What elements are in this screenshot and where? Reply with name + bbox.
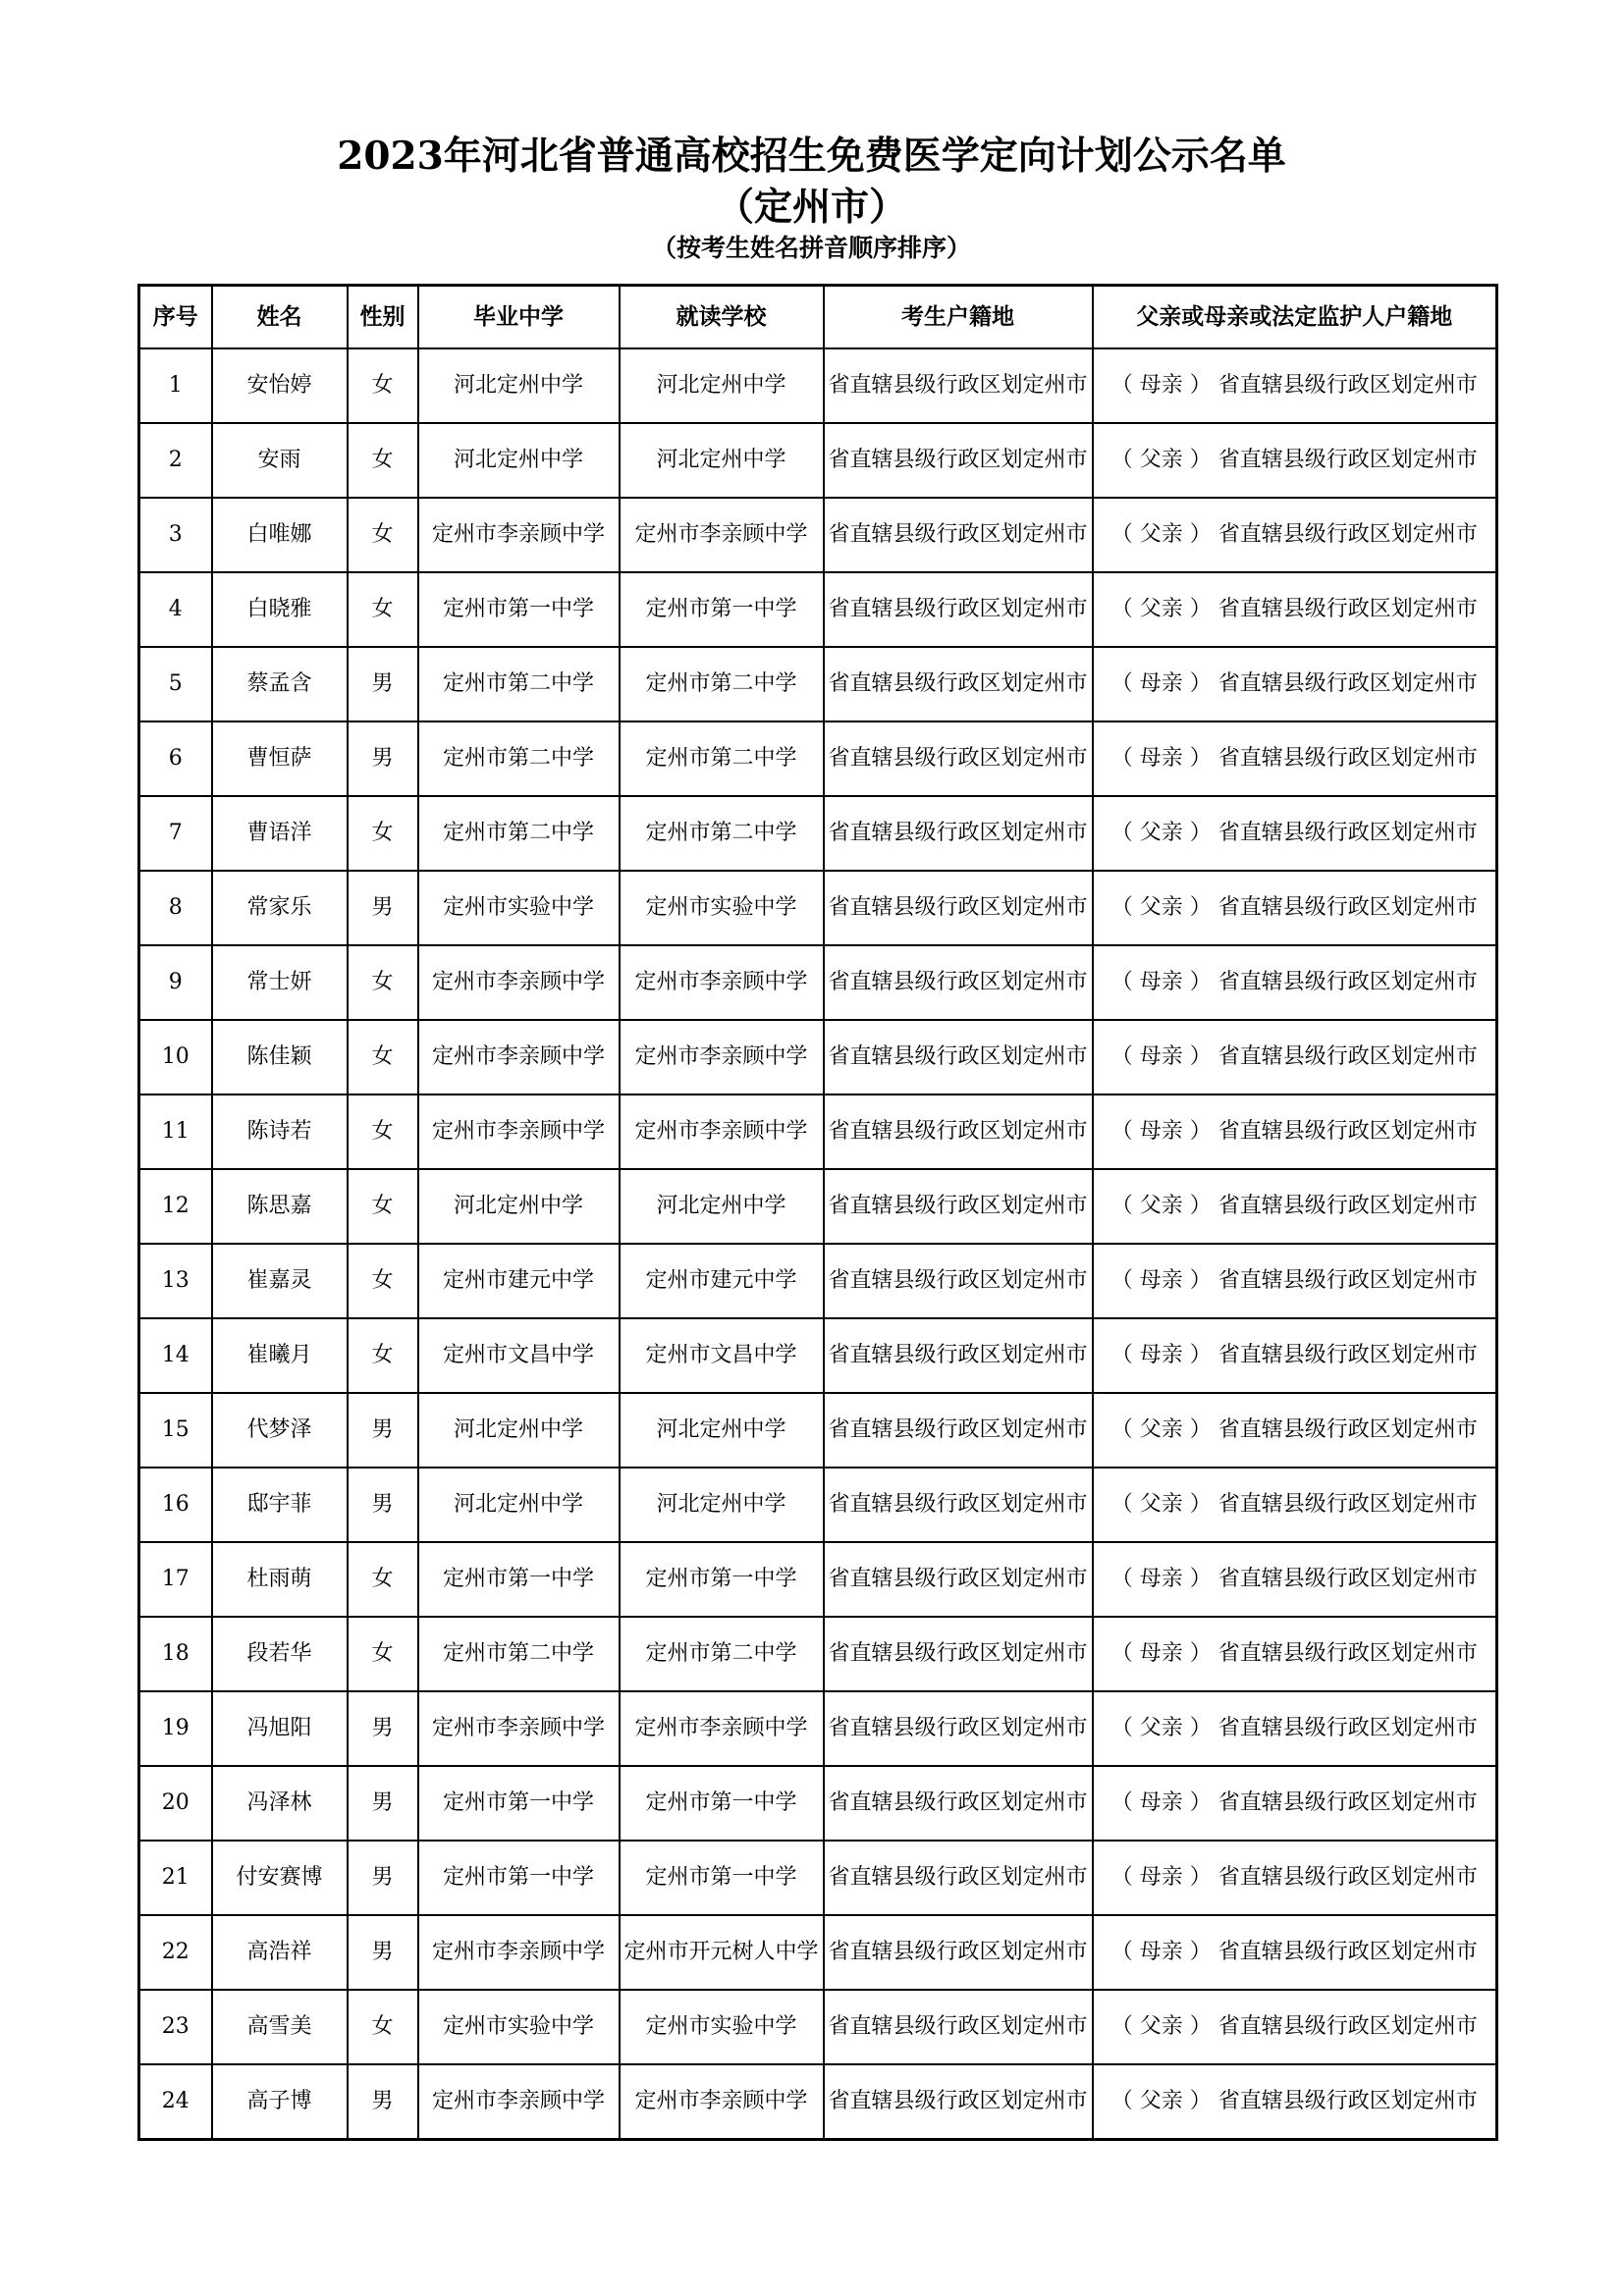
cell-name: 高雪美 <box>212 1990 348 2064</box>
cell-serial: 12 <box>139 1169 212 1244</box>
cell-name: 蔡孟含 <box>212 647 348 721</box>
cell-guardian-registry: （ 母亲 ） 省直辖县级行政区划定州市 <box>1093 1542 1497 1617</box>
cell-graduation-school: 定州市李亲顾中学 <box>418 1915 620 1990</box>
cell-serial: 2 <box>139 423 212 498</box>
cell-guardian-registry: （ 父亲 ） 省直辖县级行政区划定州市 <box>1093 498 1497 572</box>
cell-current-school: 定州市第一中学 <box>620 1841 824 1915</box>
cell-graduation-school: 河北定州中学 <box>418 348 620 423</box>
cell-guardian-registry: （ 母亲 ） 省直辖县级行政区划定州市 <box>1093 1841 1497 1915</box>
cell-name: 崔曦月 <box>212 1318 348 1393</box>
cell-guardian-registry: （ 父亲 ） 省直辖县级行政区划定州市 <box>1093 1169 1497 1244</box>
cell-gender: 女 <box>348 1095 418 1169</box>
cell-gender: 女 <box>348 1244 418 1318</box>
header-serial: 序号 <box>139 286 212 349</box>
page-title: 2023年河北省普通高校招生免费医学定向计划公示名单 <box>337 133 1286 179</box>
cell-student-registry: 省直辖县级行政区划定州市 <box>824 1841 1093 1915</box>
cell-guardian-registry: （ 父亲 ） 省直辖县级行政区划定州市 <box>1093 796 1497 871</box>
cell-current-school: 定州市开元树人中学 <box>620 1915 824 1990</box>
cell-student-registry: 省直辖县级行政区划定州市 <box>824 1990 1093 2064</box>
cell-serial: 6 <box>139 721 212 796</box>
cell-graduation-school: 定州市实验中学 <box>418 871 620 945</box>
table-row <box>139 1766 1497 1841</box>
table-row <box>139 572 1497 647</box>
header-gender: 性别 <box>348 286 418 349</box>
cell-student-registry: 省直辖县级行政区划定州市 <box>824 1468 1093 1542</box>
cell-serial: 19 <box>139 1691 212 1766</box>
cell-graduation-school: 定州市第二中学 <box>418 1617 620 1691</box>
cell-guardian-registry: （ 母亲 ） 省直辖县级行政区划定州市 <box>1093 721 1497 796</box>
cell-gender: 女 <box>348 1169 418 1244</box>
cell-serial: 5 <box>139 647 212 721</box>
cell-guardian-registry: （ 父亲 ） 省直辖县级行政区划定州市 <box>1093 572 1497 647</box>
cell-name: 常士妍 <box>212 945 348 1020</box>
cell-gender: 男 <box>348 1468 418 1542</box>
cell-gender: 女 <box>348 423 418 498</box>
cell-name: 崔嘉灵 <box>212 1244 348 1318</box>
table-row <box>139 647 1497 721</box>
cell-guardian-registry: （ 母亲 ） 省直辖县级行政区划定州市 <box>1093 1915 1497 1990</box>
cell-gender: 女 <box>348 1542 418 1617</box>
table-row <box>139 498 1497 572</box>
cell-serial: 21 <box>139 1841 212 1915</box>
cell-name: 冯旭阳 <box>212 1691 348 1766</box>
cell-gender: 男 <box>348 1766 418 1841</box>
cell-serial: 9 <box>139 945 212 1020</box>
table-row <box>139 348 1497 423</box>
cell-guardian-registry: （ 母亲 ） 省直辖县级行政区划定州市 <box>1093 1020 1497 1095</box>
cell-gender: 男 <box>348 1915 418 1990</box>
cell-graduation-school: 河北定州中学 <box>418 423 620 498</box>
cell-guardian-registry: （ 母亲 ） 省直辖县级行政区划定州市 <box>1093 1766 1497 1841</box>
cell-serial: 23 <box>139 1990 212 2064</box>
cell-current-school: 河北定州中学 <box>620 348 824 423</box>
cell-student-registry: 省直辖县级行政区划定州市 <box>824 498 1093 572</box>
cell-guardian-registry: （ 母亲 ） 省直辖县级行政区划定州市 <box>1093 945 1497 1020</box>
cell-student-registry: 省直辖县级行政区划定州市 <box>824 796 1093 871</box>
cell-graduation-school: 定州市第二中学 <box>418 647 620 721</box>
cell-serial: 15 <box>139 1393 212 1468</box>
table-row <box>139 2064 1497 2140</box>
table-row <box>139 1990 1497 2064</box>
cell-graduation-school: 定州市李亲顾中学 <box>418 498 620 572</box>
cell-serial: 24 <box>139 2064 212 2140</box>
cell-current-school: 定州市李亲顾中学 <box>620 1691 824 1766</box>
cell-graduation-school: 定州市建元中学 <box>418 1244 620 1318</box>
cell-current-school: 定州市第二中学 <box>620 647 824 721</box>
cell-serial: 11 <box>139 1095 212 1169</box>
cell-name: 陈佳颖 <box>212 1020 348 1095</box>
cell-guardian-registry: （ 母亲 ） 省直辖县级行政区划定州市 <box>1093 647 1497 721</box>
cell-current-school: 定州市李亲顾中学 <box>620 1095 824 1169</box>
table-row <box>139 1393 1497 1468</box>
cell-serial: 16 <box>139 1468 212 1542</box>
table-row <box>139 871 1497 945</box>
cell-guardian-registry: （ 父亲 ） 省直辖县级行政区划定州市 <box>1093 1990 1497 2064</box>
cell-guardian-registry: （ 父亲 ） 省直辖县级行政区划定州市 <box>1093 1468 1497 1542</box>
cell-current-school: 定州市第一中学 <box>620 1542 824 1617</box>
cell-graduation-school: 定州市第一中学 <box>418 572 620 647</box>
cell-serial: 18 <box>139 1617 212 1691</box>
cell-current-school: 定州市李亲顾中学 <box>620 2064 824 2140</box>
cell-gender: 男 <box>348 1393 418 1468</box>
cell-name: 付安赛博 <box>212 1841 348 1915</box>
cell-current-school: 河北定州中学 <box>620 1393 824 1468</box>
cell-name: 白晓雅 <box>212 572 348 647</box>
cell-student-registry: 省直辖县级行政区划定州市 <box>824 1766 1093 1841</box>
cell-name: 段若华 <box>212 1617 348 1691</box>
cell-current-school: 定州市实验中学 <box>620 871 824 945</box>
cell-gender: 女 <box>348 796 418 871</box>
cell-student-registry: 省直辖县级行政区划定州市 <box>824 348 1093 423</box>
cell-graduation-school: 河北定州中学 <box>418 1169 620 1244</box>
sort-note: （按考生姓名拼音顺序排序） <box>651 234 971 262</box>
cell-name: 安雨 <box>212 423 348 498</box>
cell-current-school: 定州市第二中学 <box>620 721 824 796</box>
cell-current-school: 河北定州中学 <box>620 1468 824 1542</box>
table-row <box>139 423 1497 498</box>
table-row <box>139 796 1497 871</box>
cell-graduation-school: 河北定州中学 <box>418 1468 620 1542</box>
cell-name: 杜雨萌 <box>212 1542 348 1617</box>
cell-gender: 女 <box>348 1318 418 1393</box>
cell-name: 曹恒萨 <box>212 721 348 796</box>
cell-student-registry: 省直辖县级行政区划定州市 <box>824 1915 1093 1990</box>
cell-name: 高子博 <box>212 2064 348 2140</box>
cell-gender: 男 <box>348 2064 418 2140</box>
cell-student-registry: 省直辖县级行政区划定州市 <box>824 1617 1093 1691</box>
cell-student-registry: 省直辖县级行政区划定州市 <box>824 871 1093 945</box>
cell-guardian-registry: （ 母亲 ） 省直辖县级行政区划定州市 <box>1093 1318 1497 1393</box>
cell-name: 曹语洋 <box>212 796 348 871</box>
cell-name: 邸宇菲 <box>212 1468 348 1542</box>
cell-current-school: 河北定州中学 <box>620 423 824 498</box>
cell-name: 陈诗若 <box>212 1095 348 1169</box>
cell-name: 代梦泽 <box>212 1393 348 1468</box>
cell-serial: 10 <box>139 1020 212 1095</box>
cell-name: 冯泽林 <box>212 1766 348 1841</box>
cell-gender: 女 <box>348 1617 418 1691</box>
cell-current-school: 定州市第一中学 <box>620 1766 824 1841</box>
table-row <box>139 1915 1497 1990</box>
cell-student-registry: 省直辖县级行政区划定州市 <box>824 1542 1093 1617</box>
cell-current-school: 定州市建元中学 <box>620 1244 824 1318</box>
cell-graduation-school: 定州市第二中学 <box>418 796 620 871</box>
cell-guardian-registry: （ 母亲 ） 省直辖县级行政区划定州市 <box>1093 1095 1497 1169</box>
cell-guardian-registry: （ 母亲 ） 省直辖县级行政区划定州市 <box>1093 1244 1497 1318</box>
cell-current-school: 定州市第一中学 <box>620 572 824 647</box>
cell-guardian-registry: （ 父亲 ） 省直辖县级行政区划定州市 <box>1093 871 1497 945</box>
header-student-registry: 考生户籍地 <box>824 286 1093 349</box>
cell-graduation-school: 定州市李亲顾中学 <box>418 1691 620 1766</box>
cell-serial: 22 <box>139 1915 212 1990</box>
table-header-row <box>139 286 1497 349</box>
cell-student-registry: 省直辖县级行政区划定州市 <box>824 1020 1093 1095</box>
cell-current-school: 定州市文昌中学 <box>620 1318 824 1393</box>
table-row <box>139 721 1497 796</box>
cell-student-registry: 省直辖县级行政区划定州市 <box>824 1318 1093 1393</box>
cell-student-registry: 省直辖县级行政区划定州市 <box>824 945 1093 1020</box>
cell-name: 高浩祥 <box>212 1915 348 1990</box>
cell-graduation-school: 定州市实验中学 <box>418 1990 620 2064</box>
header-guardian-registry: 父亲或母亲或法定监护人户籍地 <box>1093 286 1497 349</box>
cell-graduation-school: 定州市第一中学 <box>418 1542 620 1617</box>
cell-graduation-school: 定州市第二中学 <box>418 721 620 796</box>
cell-name: 安怡婷 <box>212 348 348 423</box>
cell-current-school: 定州市第二中学 <box>620 796 824 871</box>
cell-current-school: 定州市李亲顾中学 <box>620 1020 824 1095</box>
header-name: 姓名 <box>212 286 348 349</box>
cell-current-school: 定州市实验中学 <box>620 1990 824 2064</box>
cell-guardian-registry: （ 父亲 ） 省直辖县级行政区划定州市 <box>1093 1393 1497 1468</box>
cell-gender: 男 <box>348 1691 418 1766</box>
cell-guardian-registry: （ 父亲 ） 省直辖县级行政区划定州市 <box>1093 1691 1497 1766</box>
cell-current-school: 定州市第二中学 <box>620 1617 824 1691</box>
table-row <box>139 1020 1497 1095</box>
cell-guardian-registry: （ 母亲 ） 省直辖县级行政区划定州市 <box>1093 1617 1497 1691</box>
cell-serial: 7 <box>139 796 212 871</box>
table-row <box>139 1691 1497 1766</box>
cell-student-registry: 省直辖县级行政区划定州市 <box>824 1691 1093 1766</box>
cell-gender: 男 <box>348 871 418 945</box>
cell-student-registry: 省直辖县级行政区划定州市 <box>824 423 1093 498</box>
cell-graduation-school: 定州市文昌中学 <box>418 1318 620 1393</box>
cell-serial: 17 <box>139 1542 212 1617</box>
cell-student-registry: 省直辖县级行政区划定州市 <box>824 1244 1093 1318</box>
cell-gender: 男 <box>348 647 418 721</box>
cell-serial: 3 <box>139 498 212 572</box>
cell-serial: 4 <box>139 572 212 647</box>
cell-graduation-school: 河北定州中学 <box>418 1393 620 1468</box>
table-row <box>139 1095 1497 1169</box>
cell-current-school: 定州市李亲顾中学 <box>620 945 824 1020</box>
cell-gender: 女 <box>348 945 418 1020</box>
roster-table <box>137 284 1498 2141</box>
cell-student-registry: 省直辖县级行政区划定州市 <box>824 1095 1093 1169</box>
cell-name: 常家乐 <box>212 871 348 945</box>
cell-guardian-registry: （ 父亲 ） 省直辖县级行政区划定州市 <box>1093 2064 1497 2140</box>
cell-gender: 女 <box>348 498 418 572</box>
cell-gender: 女 <box>348 1990 418 2064</box>
cell-graduation-school: 定州市李亲顾中学 <box>418 1095 620 1169</box>
cell-gender: 男 <box>348 721 418 796</box>
table-row <box>139 1169 1497 1244</box>
cell-graduation-school: 定州市李亲顾中学 <box>418 945 620 1020</box>
page-subtitle: （定州市） <box>715 185 907 230</box>
cell-student-registry: 省直辖县级行政区划定州市 <box>824 1393 1093 1468</box>
cell-name: 陈思嘉 <box>212 1169 348 1244</box>
table-row <box>139 1244 1497 1318</box>
cell-guardian-registry: （ 母亲 ） 省直辖县级行政区划定州市 <box>1093 348 1497 423</box>
cell-student-registry: 省直辖县级行政区划定州市 <box>824 647 1093 721</box>
cell-gender: 女 <box>348 348 418 423</box>
header-current-school: 就读学校 <box>620 286 824 349</box>
table-row <box>139 1617 1497 1691</box>
cell-gender: 女 <box>348 1020 418 1095</box>
cell-current-school: 河北定州中学 <box>620 1169 824 1244</box>
cell-student-registry: 省直辖县级行政区划定州市 <box>824 1169 1093 1244</box>
cell-serial: 14 <box>139 1318 212 1393</box>
cell-serial: 13 <box>139 1244 212 1318</box>
cell-guardian-registry: （ 父亲 ） 省直辖县级行政区划定州市 <box>1093 423 1497 498</box>
cell-gender: 女 <box>348 572 418 647</box>
table-row <box>139 1841 1497 1915</box>
cell-graduation-school: 定州市第一中学 <box>418 1841 620 1915</box>
table-row <box>139 945 1497 1020</box>
cell-serial: 1 <box>139 348 212 423</box>
table-row <box>139 1318 1497 1393</box>
cell-gender: 男 <box>348 1841 418 1915</box>
cell-student-registry: 省直辖县级行政区划定州市 <box>824 721 1093 796</box>
cell-student-registry: 省直辖县级行政区划定州市 <box>824 2064 1093 2140</box>
table-body <box>139 348 1497 2140</box>
cell-serial: 8 <box>139 871 212 945</box>
table-row <box>139 1468 1497 1542</box>
cell-current-school: 定州市李亲顾中学 <box>620 498 824 572</box>
cell-graduation-school: 定州市李亲顾中学 <box>418 1020 620 1095</box>
table-row <box>139 1542 1497 1617</box>
cell-student-registry: 省直辖县级行政区划定州市 <box>824 572 1093 647</box>
cell-name: 白唯娜 <box>212 498 348 572</box>
cell-graduation-school: 定州市李亲顾中学 <box>418 2064 620 2140</box>
cell-graduation-school: 定州市第一中学 <box>418 1766 620 1841</box>
header-graduation-school: 毕业中学 <box>418 286 620 349</box>
cell-serial: 20 <box>139 1766 212 1841</box>
